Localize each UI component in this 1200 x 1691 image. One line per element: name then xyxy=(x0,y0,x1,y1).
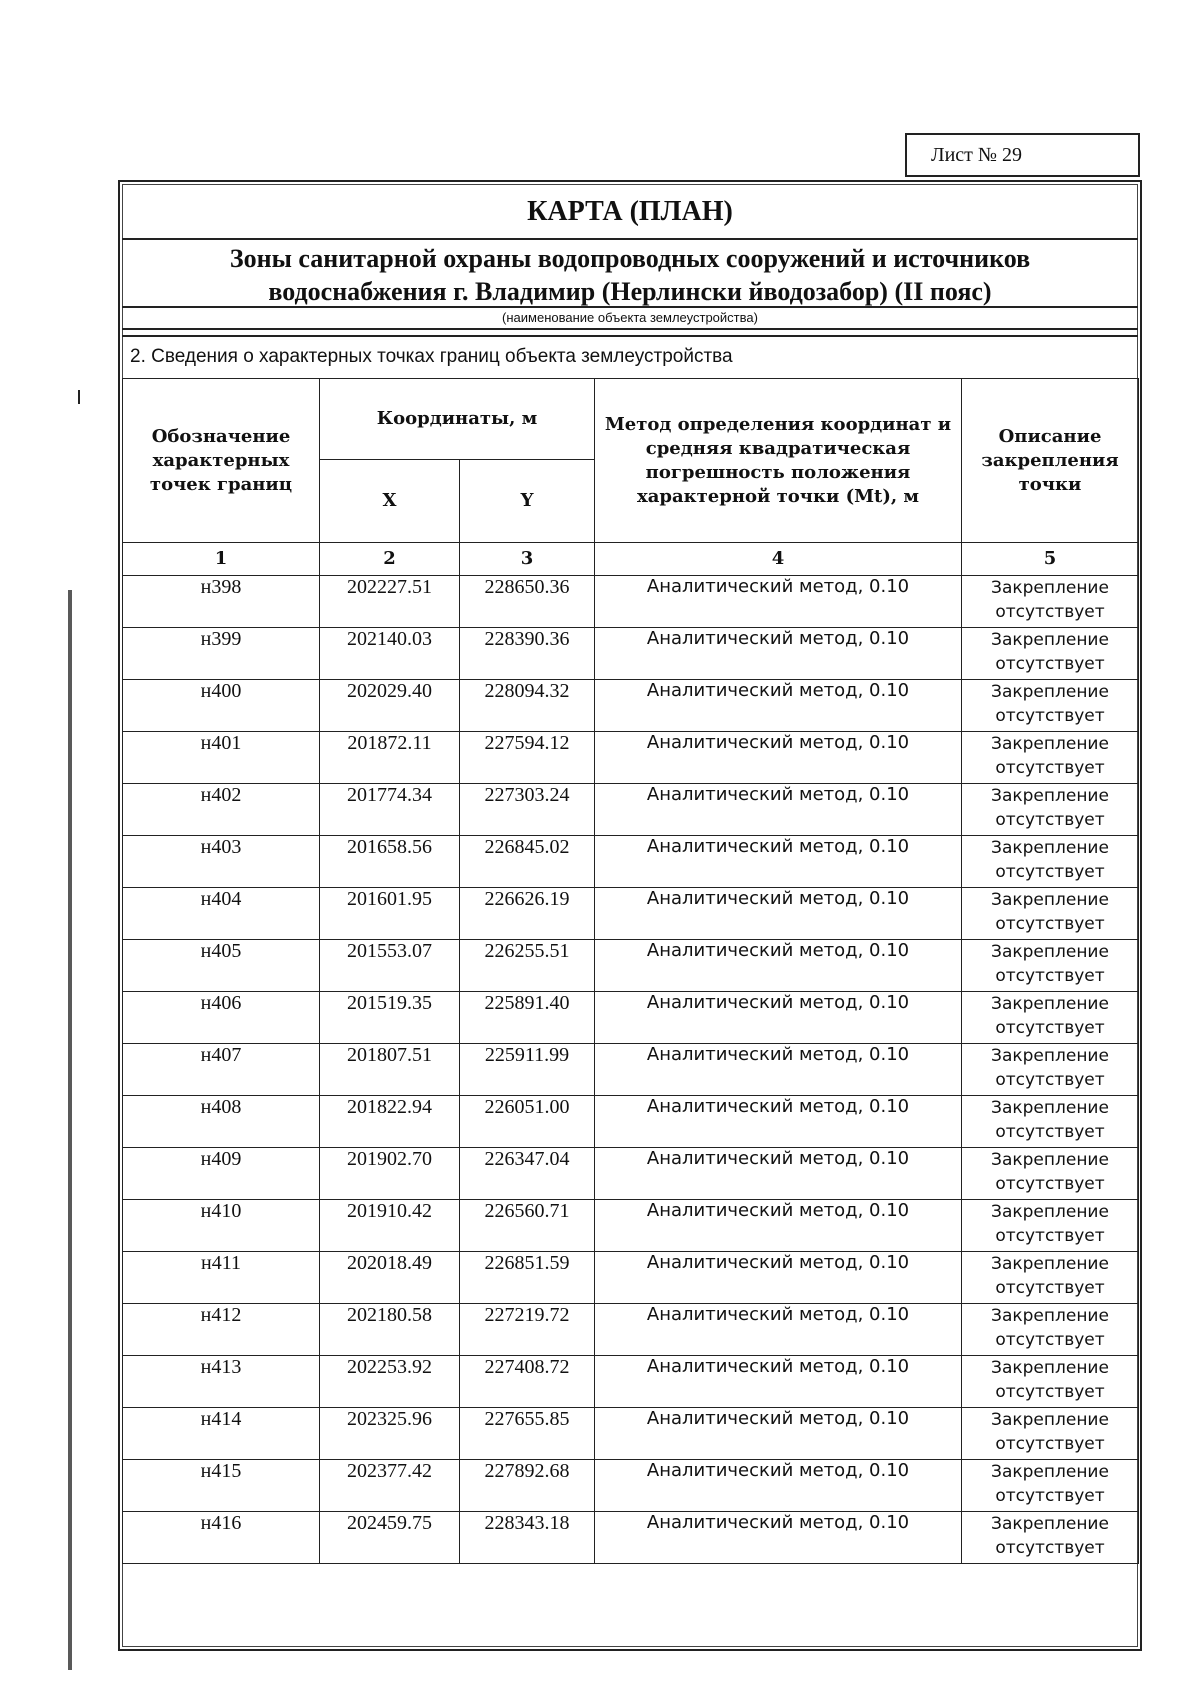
object-name xyxy=(122,240,1138,308)
description-line1: Закрепление xyxy=(991,890,1109,910)
description-line1: Закрепление xyxy=(991,1202,1109,1222)
description-line1: Закрепление xyxy=(991,1150,1109,1170)
description-line2: отсутствует xyxy=(995,1174,1105,1194)
point-y: 226851.59 xyxy=(460,1252,595,1304)
point-x: 201658.56 xyxy=(320,836,460,888)
point-name: н414 xyxy=(123,1408,320,1460)
point-y: 228650.36 xyxy=(460,576,595,628)
point-x: 202325.96 xyxy=(320,1408,460,1460)
description-line1: Закрепление xyxy=(991,1514,1109,1534)
description-line2: отсутствует xyxy=(995,1018,1105,1038)
point-y: 227892.68 xyxy=(460,1460,595,1512)
point-x: 201553.07 xyxy=(320,940,460,992)
description-line2: отсутствует xyxy=(995,862,1105,882)
header-method: Метод определения координат и средняя квадратическая погрешность положения характерной точки (Mt), м xyxy=(595,379,962,543)
table-row xyxy=(123,1044,1139,1096)
description-line2: отсутствует xyxy=(995,914,1105,934)
point-name: н413 xyxy=(123,1356,320,1408)
point-name: н416 xyxy=(123,1512,320,1564)
points-table-body xyxy=(123,576,1139,1564)
point-method: Аналитический метод, 0.10 xyxy=(595,576,962,628)
point-method: Аналитический метод, 0.10 xyxy=(595,1460,962,1512)
table-row xyxy=(123,888,1139,940)
point-description xyxy=(962,1304,1139,1356)
description-line1: Закрепление xyxy=(991,630,1109,650)
point-x: 202140.03 xyxy=(320,628,460,680)
point-x: 201601.95 xyxy=(320,888,460,940)
point-description xyxy=(962,784,1139,836)
point-method: Аналитический метод, 0.10 xyxy=(595,940,962,992)
point-x: 201822.94 xyxy=(320,1096,460,1148)
column-number: 2 xyxy=(320,543,460,576)
point-name: н406 xyxy=(123,992,320,1044)
column-number: 3 xyxy=(460,543,595,576)
point-method: Аналитический метод, 0.10 xyxy=(595,888,962,940)
point-x: 201902.70 xyxy=(320,1148,460,1200)
description-line1: Закрепление xyxy=(991,942,1109,962)
table-row xyxy=(123,628,1139,680)
description-line1: Закрепление xyxy=(991,1410,1109,1430)
point-description xyxy=(962,1512,1139,1564)
point-name: н409 xyxy=(123,1148,320,1200)
header-description: Описание закрепления точки xyxy=(962,379,1139,543)
point-x: 201774.34 xyxy=(320,784,460,836)
table-row xyxy=(123,1460,1139,1512)
sheet-number-label: Лист № 29 xyxy=(931,144,1022,166)
description-line2: отсутствует xyxy=(995,706,1105,726)
header-x: X xyxy=(320,460,460,543)
object-name-line1: Зоны санитарной охраны водопроводных сооружений и источников xyxy=(229,244,1031,273)
description-line2: отсутствует xyxy=(995,1330,1105,1350)
section-title: 2. Сведения о характерных точках границ объекта землеустройства xyxy=(122,335,1138,378)
point-y: 228343.18 xyxy=(460,1512,595,1564)
point-name: н407 xyxy=(123,1044,320,1096)
table-row xyxy=(123,1304,1139,1356)
point-y: 225891.40 xyxy=(460,992,595,1044)
point-y: 226626.19 xyxy=(460,888,595,940)
point-x: 202459.75 xyxy=(320,1512,460,1564)
point-name: н408 xyxy=(123,1096,320,1148)
description-line2: отсутствует xyxy=(995,1486,1105,1506)
table-row xyxy=(123,1512,1139,1564)
point-method: Аналитический метод, 0.10 xyxy=(595,1252,962,1304)
table-row xyxy=(123,1252,1139,1304)
point-method: Аналитический метод, 0.10 xyxy=(595,784,962,836)
point-y: 228094.32 xyxy=(460,680,595,732)
point-y: 227594.12 xyxy=(460,732,595,784)
description-line1: Закрепление xyxy=(991,1098,1109,1118)
description-line2: отсутствует xyxy=(995,1122,1105,1142)
description-line1: Закрепление xyxy=(991,994,1109,1014)
table-row xyxy=(123,992,1139,1044)
point-x: 201872.11 xyxy=(320,732,460,784)
point-y: 227408.72 xyxy=(460,1356,595,1408)
description-line1: Закрепление xyxy=(991,786,1109,806)
point-y: 226051.00 xyxy=(460,1096,595,1148)
point-method: Аналитический метод, 0.10 xyxy=(595,1408,962,1460)
point-x: 202029.40 xyxy=(320,680,460,732)
point-x: 201807.51 xyxy=(320,1044,460,1096)
table-row xyxy=(123,732,1139,784)
sheet-number xyxy=(905,133,1140,177)
point-description xyxy=(962,628,1139,680)
point-name: н399 xyxy=(123,628,320,680)
description-line2: отсутствует xyxy=(995,1278,1105,1298)
point-description xyxy=(962,888,1139,940)
point-description xyxy=(962,1044,1139,1096)
point-description xyxy=(962,992,1139,1044)
point-description xyxy=(962,1460,1139,1512)
point-x: 202180.58 xyxy=(320,1304,460,1356)
point-y: 226255.51 xyxy=(460,940,595,992)
point-name: н401 xyxy=(123,732,320,784)
header-y: Y xyxy=(460,460,595,543)
point-method: Аналитический метод, 0.10 xyxy=(595,732,962,784)
point-y: 225911.99 xyxy=(460,1044,595,1096)
point-y: 228390.36 xyxy=(460,628,595,680)
description-line2: отсутствует xyxy=(995,1538,1105,1558)
point-y: 226347.04 xyxy=(460,1148,595,1200)
object-name-caption: (наименование объекта землеустройства) xyxy=(122,308,1138,330)
description-line1: Закрепление xyxy=(991,578,1109,598)
point-name: н398 xyxy=(123,576,320,628)
document-title: КАРТА (ПЛАН) xyxy=(122,184,1138,240)
table-row xyxy=(123,680,1139,732)
point-method: Аналитический метод, 0.10 xyxy=(595,1512,962,1564)
table-row xyxy=(123,784,1139,836)
point-x: 201519.35 xyxy=(320,992,460,1044)
description-line2: отсутствует xyxy=(995,810,1105,830)
table-row xyxy=(123,940,1139,992)
points-table xyxy=(122,378,1139,1564)
description-line2: отсутствует xyxy=(995,966,1105,986)
point-name: н404 xyxy=(123,888,320,940)
point-method: Аналитический метод, 0.10 xyxy=(595,628,962,680)
point-x: 202377.42 xyxy=(320,1460,460,1512)
point-description xyxy=(962,732,1139,784)
point-method: Аналитический метод, 0.10 xyxy=(595,1200,962,1252)
table-row xyxy=(123,1408,1139,1460)
point-method: Аналитический метод, 0.10 xyxy=(595,1304,962,1356)
point-y: 226560.71 xyxy=(460,1200,595,1252)
table-row xyxy=(123,1356,1139,1408)
table-row xyxy=(123,1096,1139,1148)
point-name: н412 xyxy=(123,1304,320,1356)
point-y: 227303.24 xyxy=(460,784,595,836)
description-line2: отсутствует xyxy=(995,1070,1105,1090)
point-y: 226845.02 xyxy=(460,836,595,888)
description-line1: Закрепление xyxy=(991,1046,1109,1066)
point-name: н403 xyxy=(123,836,320,888)
point-method: Аналитический метод, 0.10 xyxy=(595,1044,962,1096)
point-y: 227655.85 xyxy=(460,1408,595,1460)
point-method: Аналитический метод, 0.10 xyxy=(595,680,962,732)
point-description xyxy=(962,1252,1139,1304)
point-method: Аналитический метод, 0.10 xyxy=(595,992,962,1044)
point-description xyxy=(962,1408,1139,1460)
point-description xyxy=(962,1096,1139,1148)
table-row xyxy=(123,836,1139,888)
point-description xyxy=(962,940,1139,992)
table-row xyxy=(123,1200,1139,1252)
scan-edge-mark xyxy=(78,390,80,404)
point-name: н405 xyxy=(123,940,320,992)
description-line2: отсутствует xyxy=(995,1226,1105,1246)
point-name: н411 xyxy=(123,1252,320,1304)
point-description xyxy=(962,576,1139,628)
header-designation: Обозначение характерных точек границ xyxy=(123,379,320,543)
point-name: н400 xyxy=(123,680,320,732)
description-line1: Закрепление xyxy=(991,734,1109,754)
point-description xyxy=(962,680,1139,732)
point-method: Аналитический метод, 0.10 xyxy=(595,1096,962,1148)
description-line1: Закрепление xyxy=(991,838,1109,858)
table-footer-space xyxy=(122,1559,1138,1645)
point-x: 202253.92 xyxy=(320,1356,460,1408)
description-line2: отсутствует xyxy=(995,758,1105,778)
point-description xyxy=(962,836,1139,888)
point-description xyxy=(962,1200,1139,1252)
point-method: Аналитический метод, 0.10 xyxy=(595,1148,962,1200)
description-line2: отсутствует xyxy=(995,602,1105,622)
column-number: 1 xyxy=(123,543,320,576)
point-x: 202227.51 xyxy=(320,576,460,628)
description-line2: отсутствует xyxy=(995,1382,1105,1402)
point-method: Аналитический метод, 0.10 xyxy=(595,1356,962,1408)
point-name: н402 xyxy=(123,784,320,836)
point-name: н415 xyxy=(123,1460,320,1512)
description-line2: отсутствует xyxy=(995,654,1105,674)
description-line1: Закрепление xyxy=(991,1306,1109,1326)
table-row xyxy=(123,1148,1139,1200)
description-line2: отсутствует xyxy=(995,1434,1105,1454)
scan-edge-mark xyxy=(68,590,72,1670)
table-row xyxy=(123,576,1139,628)
header-coordinates: Координаты, м xyxy=(320,379,595,460)
description-line1: Закрепление xyxy=(991,682,1109,702)
point-y: 227219.72 xyxy=(460,1304,595,1356)
point-name: н410 xyxy=(123,1200,320,1252)
point-method: Аналитический метод, 0.10 xyxy=(595,836,962,888)
point-description xyxy=(962,1148,1139,1200)
description-line1: Закрепление xyxy=(991,1358,1109,1378)
column-number: 4 xyxy=(595,543,962,576)
point-description xyxy=(962,1356,1139,1408)
point-x: 202018.49 xyxy=(320,1252,460,1304)
description-line1: Закрепление xyxy=(991,1462,1109,1482)
object-name-line2: водоснабжения г. Владимир (Нерлински йводозабор) (II пояс) xyxy=(268,277,992,306)
point-x: 201910.42 xyxy=(320,1200,460,1252)
description-line1: Закрепление xyxy=(991,1254,1109,1274)
column-number: 5 xyxy=(962,543,1139,576)
